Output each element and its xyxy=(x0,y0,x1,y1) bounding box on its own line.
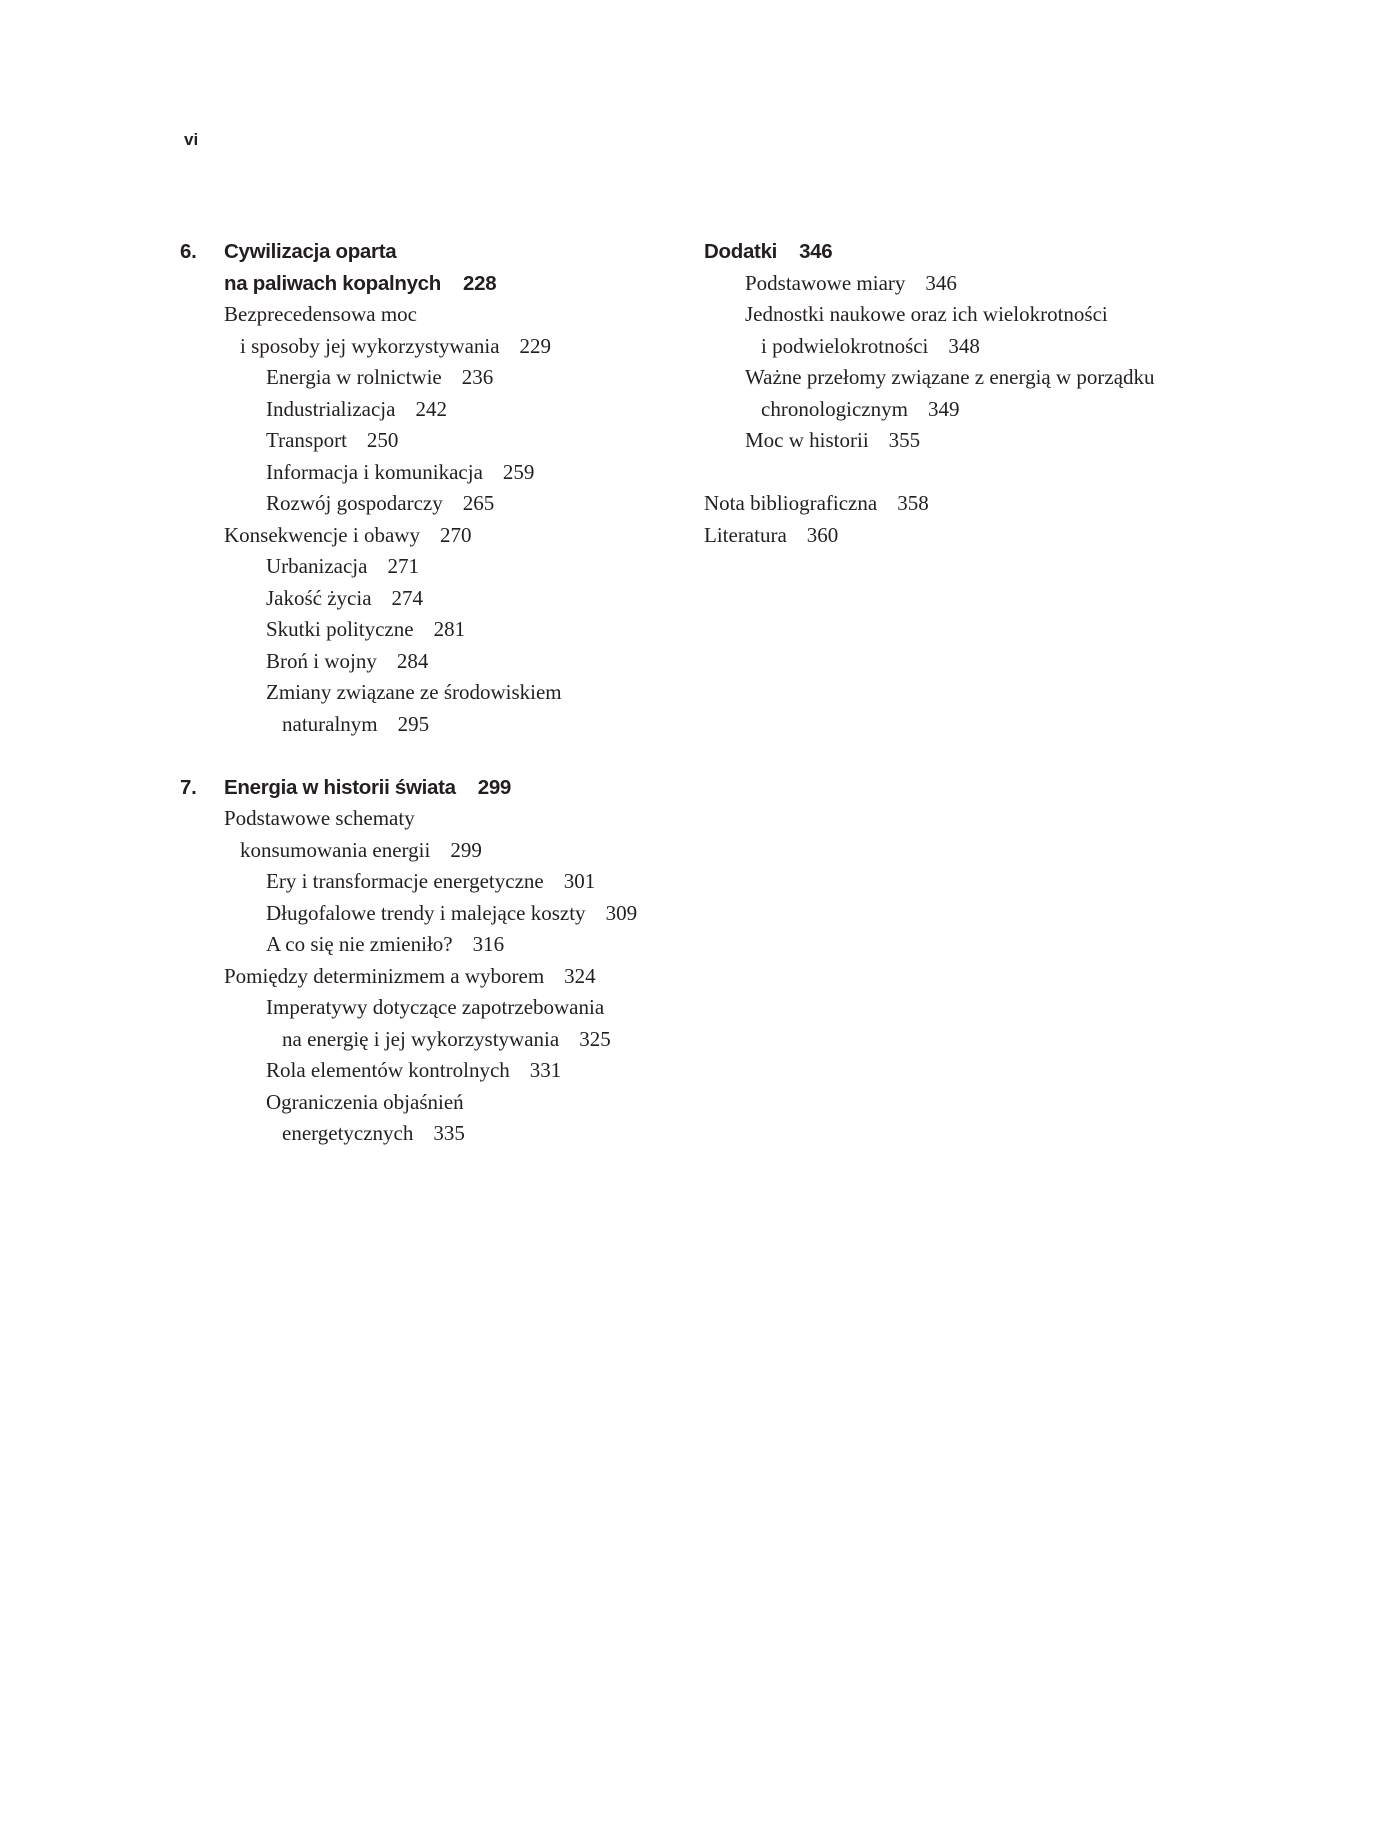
toc-entry[interactable] xyxy=(180,425,700,457)
entry-label: Industrializacja xyxy=(266,396,396,421)
entry-page: 358 xyxy=(897,491,929,515)
toc-entry-cont[interactable] xyxy=(180,331,700,363)
toc-entry[interactable] xyxy=(180,961,700,993)
toc-entry-cont[interactable] xyxy=(704,394,1264,426)
toc-entry[interactable] xyxy=(180,520,700,552)
entry-label: Długofalowe trendy i malejące koszty xyxy=(266,900,586,925)
entry-label: Podstawowe miary xyxy=(745,270,906,295)
entry-label: Urbanizacja xyxy=(266,554,368,578)
chapter-page: 228 xyxy=(463,271,497,295)
toc-entry[interactable] xyxy=(180,898,700,930)
toc-entry[interactable] xyxy=(180,299,700,331)
toc-entry-cont[interactable] xyxy=(180,1024,700,1056)
chapter-title: na paliwach kopalnych xyxy=(224,271,441,295)
entry-page: 309 xyxy=(605,900,638,925)
entry-label: Ważne przełomy związane z energią w porządku xyxy=(745,365,1155,389)
entry-label: Konsekwencje i obawy xyxy=(224,522,420,547)
toc-entry-literature[interactable] xyxy=(704,520,1264,552)
toc-entry-cont[interactable] xyxy=(180,1118,700,1150)
toc-entry[interactable] xyxy=(180,929,700,961)
toc-entry[interactable] xyxy=(180,803,700,835)
chapter-title: Cywilizacja oparta xyxy=(224,240,397,263)
entry-label: A co się nie zmieniło? xyxy=(266,932,453,956)
entry-label: energetycznych xyxy=(282,1121,414,1145)
entry-page: 301 xyxy=(563,869,596,893)
entry-page: 229 xyxy=(519,333,552,358)
toc-entry[interactable] xyxy=(704,268,1264,300)
chapter-number: 6. xyxy=(180,240,197,263)
entry-page: 324 xyxy=(564,963,596,988)
entry-page: 325 xyxy=(579,1026,611,1051)
entry-page: 355 xyxy=(888,428,921,452)
toc-entry-cont[interactable] xyxy=(704,331,1264,363)
toc-right-column xyxy=(704,236,1264,551)
entry-label: i podwielokrotności xyxy=(761,333,929,358)
entry-page: 316 xyxy=(472,932,505,956)
entry-page: 284 xyxy=(396,648,429,673)
entry-label: Energia w rolnictwie xyxy=(266,365,442,389)
toc-entry[interactable] xyxy=(704,362,1264,394)
toc-entry[interactable] xyxy=(180,1087,700,1119)
toc-entry[interactable] xyxy=(180,457,700,489)
entry-label: Pomiędzy determinizmem a wyborem xyxy=(224,963,545,988)
entry-label: Jakość życia xyxy=(266,585,372,610)
toc-entry[interactable] xyxy=(704,425,1264,457)
entry-page: 274 xyxy=(391,585,424,610)
entry-label: Nota bibliograficzna xyxy=(704,491,878,515)
entry-page: 259 xyxy=(502,459,535,484)
entry-label: chronologicznym xyxy=(761,396,908,421)
entry-label: Informacja i komunikacja xyxy=(266,459,483,484)
entry-label: Jednostki naukowe oraz ich wielokrotności xyxy=(745,302,1108,326)
toc-entry[interactable] xyxy=(704,299,1264,331)
entry-label: Podstawowe schematy xyxy=(224,806,415,830)
entry-label: Moc w historii xyxy=(745,428,869,452)
toc-entry[interactable] xyxy=(180,677,700,709)
entry-page: 331 xyxy=(529,1058,562,1082)
spacer xyxy=(180,740,700,772)
toc-entry[interactable] xyxy=(180,488,700,520)
entry-page: 346 xyxy=(925,270,957,295)
entry-page: 295 xyxy=(397,711,430,736)
entry-label: Ery i transformacje energetyczne xyxy=(266,869,544,893)
toc-entry[interactable] xyxy=(180,1055,700,1087)
entry-page: 271 xyxy=(387,554,419,578)
entry-label: Rola elementów kontrolnych xyxy=(266,1058,510,1082)
entry-page: 335 xyxy=(433,1121,465,1145)
toc-entry[interactable] xyxy=(180,992,700,1024)
toc-entry[interactable] xyxy=(180,646,700,678)
spacer xyxy=(704,457,1264,489)
entry-page: 281 xyxy=(433,617,466,641)
toc-entry-cont[interactable] xyxy=(180,709,700,741)
entry-label: Rozwój gospodarczy xyxy=(266,491,443,515)
appendix-page: 346 xyxy=(799,240,833,263)
entry-page: 236 xyxy=(461,365,494,389)
chapter-number: 7. xyxy=(180,775,197,799)
toc-entry[interactable] xyxy=(180,394,700,426)
entry-page: 299 xyxy=(450,837,482,862)
toc-entry[interactable] xyxy=(180,551,700,583)
toc-left-column xyxy=(180,236,700,1150)
page-number: vi xyxy=(184,130,199,149)
entry-page: 349 xyxy=(927,396,960,421)
entry-label: Transport xyxy=(266,428,347,452)
entry-label: Bezprecedensowa moc xyxy=(224,302,417,326)
appendix-title: Dodatki xyxy=(704,240,778,263)
toc-entry-cont[interactable] xyxy=(180,835,700,867)
entry-label: i sposoby jej wykorzystywania xyxy=(240,333,500,358)
entry-label: konsumowania energii xyxy=(240,837,431,862)
entry-label: Broń i wojny xyxy=(266,648,377,673)
toc-entry[interactable] xyxy=(180,583,700,615)
entry-page: 348 xyxy=(948,333,980,358)
entry-label: Zmiany związane ze środowiskiem xyxy=(266,680,562,704)
entry-page: 250 xyxy=(366,428,399,452)
toc-entry[interactable] xyxy=(180,362,700,394)
chapter-7-heading[interactable] xyxy=(180,772,700,804)
entry-page: 270 xyxy=(439,522,472,547)
chapter-6-heading-cont[interactable] xyxy=(180,268,700,300)
entry-page: 242 xyxy=(415,396,447,421)
chapter-page: 299 xyxy=(477,775,512,799)
toc-entry-bibliographic-note[interactable] xyxy=(704,488,1264,520)
entry-label: na energię i jej wykorzystywania xyxy=(282,1026,560,1051)
entry-label: Imperatywy dotyczące zapotrzebowania xyxy=(266,995,605,1019)
appendix-heading[interactable] xyxy=(704,236,1264,268)
entry-label: Ograniczenia objaśnień xyxy=(266,1089,464,1114)
chapter-6-heading[interactable] xyxy=(180,236,700,268)
entry-page: 360 xyxy=(806,522,839,547)
toc-entry[interactable] xyxy=(180,614,700,646)
entry-label: Skutki polityczne xyxy=(266,617,414,641)
toc-entry[interactable] xyxy=(180,866,700,898)
chapter-title: Energia w historii świata xyxy=(224,775,456,799)
entry-label: Literatura xyxy=(704,522,787,547)
entry-page: 265 xyxy=(462,491,495,515)
entry-label: naturalnym xyxy=(282,711,378,736)
